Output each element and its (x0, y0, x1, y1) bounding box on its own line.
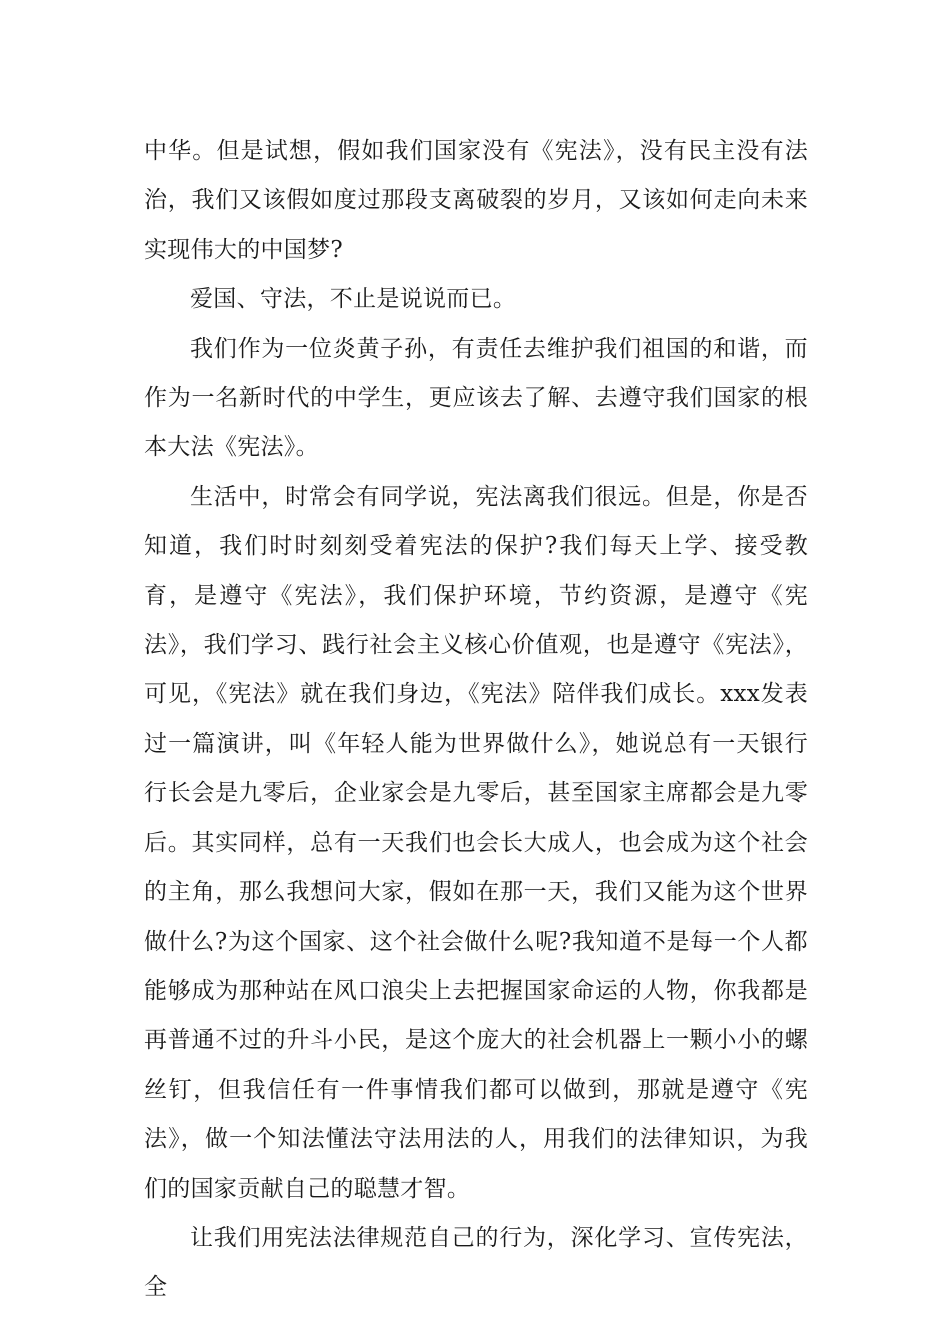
paragraph: 爱国、守法，不止是说说而已。 (190, 286, 517, 313)
paragraph: 让我们用宪法法律规范自己的行为，深化学习、宣传宪法，全 (144, 1224, 808, 1301)
paragraph: 我们作为一位炎黄子孙，有责任去维护我们祖国的和谐，而作为一名新时代的中学生，更应该去了解、去遵守我们国家的根本大法《宪法》。 (144, 335, 808, 461)
document-body (144, 127, 808, 1313)
paragraph: 生活中，时常会有同学说，宪法离我们很远。但是，你是否知道，我们时时刻刻受着宪法的保护?我们每天上学、接受教育，是遵守《宪法》，我们保护环境，节约资源，是遵守《宪法》，我们学习、践行社会主义核心价值观，也是遵守《宪法》，可见，《宪法》就在我们身边，《宪法》陪伴我们成长。xxx发表过一篇演讲，叫《年轻人能为世界做什么》，她说总有一天银行行长会是九零后，企业家会是九零后，甚至国家主席都会是九零后。其实同样，总有一天我们也会长大成人，也会成为这个社会的主角，那么我想问大家，假如在那一天，我们又能为这个世界做什么?为这个国家、这个社会做什么呢?我知道不是每一个人都能够成为那种站在风口浪尖上去把握国家命运的人物，你我都是再普通不过的升斗小民，是这个庞大的社会机器上一颗小小的螺丝钉，但我信任有一件事情我们都可以做到，那就是遵守《宪法》，做一个知法懂法守法用法的人，用我们的法律知识，为我们的国家贡献自己的聪慧才智。 (144, 483, 808, 1202)
paragraph-continuation: 中华。但是试想，假如我们国家没有《宪法》，没有民主没有法治，我们又该假如度过那段支离破裂的岁月，又该如何走向未来实现伟大的中国梦? (144, 138, 808, 263)
